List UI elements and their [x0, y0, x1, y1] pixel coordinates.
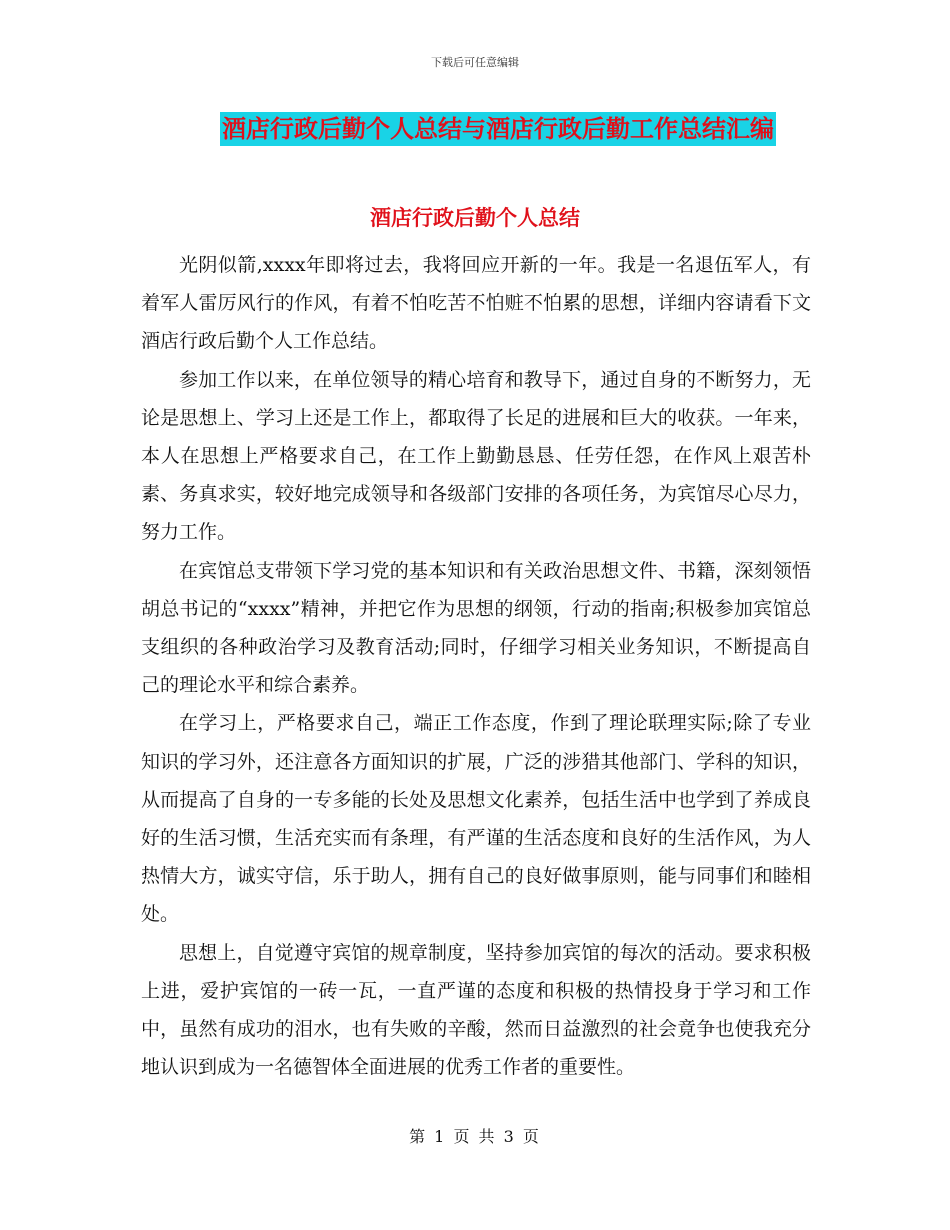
paragraph-2: 参加工作以来，在单位领导的精心培育和教导下，通过自身的不断努力，无论是思想上、学习上还是工作上，都取得了长足的进展和巨大的收获。一年来，本人在思想上严格要求自己，在工作上勤勤恳恳、任劳任怨，在作风上艰苦朴素、务真求实，较好地完成领导和各级部门安排的各项任务，为宾馆尽心尽力，努力工作。 [141, 368, 811, 544]
section-title: 酒店行政后勤个人总结 [370, 205, 580, 230]
main-title-container [0, 112, 950, 146]
page-footer: 第 1 页 共 3 页 [409, 1127, 541, 1146]
header-note: 下载后可任意编辑 [431, 56, 519, 69]
paragraph-4: 在学习上，严格要求自己，端正工作态度，作到了理论联理实际;除了专业知识的学习外，还注意各方面知识的扩展，广泛的涉猎其他部门、学科的知识，从而提高了自身的一专多能的长处及思想文化素养，包括生活中也学到了养成良好的生活习惯，生活充实而有条理，有严谨的生活态度和良好的生活作风，为人热情大方，诚实守信，乐于助人，拥有自己的良好做事原则，能与同事们和睦相处。 [141, 712, 811, 926]
main-title: 酒店行政后勤个人总结与酒店行政后勤工作总结汇编 [220, 112, 776, 146]
paragraph-3: 在宾馆总支带领下学习党的基本知识和有关政治思想文件、书籍，深刻领悟胡总书记的“xxxx”精神，并把它作为思想的纲领，行动的指南;积极参加宾馆总支组织的各种政治学习及教育活动;同时，仔细学习相关业务知识，不断提高自己的理论水平和综合素养。 [141, 559, 811, 697]
paragraph-5: 思想上，自觉遵守宾馆的规章制度，坚持参加宾馆的每次的活动。要求积极上进，爱护宾馆的一砖一瓦，一直严谨的态度和积极的热情投身于学习和工作中，虽然有成功的泪水，也有失败的辛酸，然而日益激烈的社会竟争也使我充分地认识到成为一名德智体全面进展的优秀工作者的重要性。 [141, 941, 811, 1079]
paragraph-1: 光阴似箭,xxxx年即将过去，我将回应开新的一年。我是一名退伍军人，有着军人雷厉风行的作风，有着不怕吃苦不怕赃不怕累的思想，详细内容请看下文酒店行政后勤个人工作总结。 [141, 254, 811, 353]
body-text [141, 246, 811, 1086]
